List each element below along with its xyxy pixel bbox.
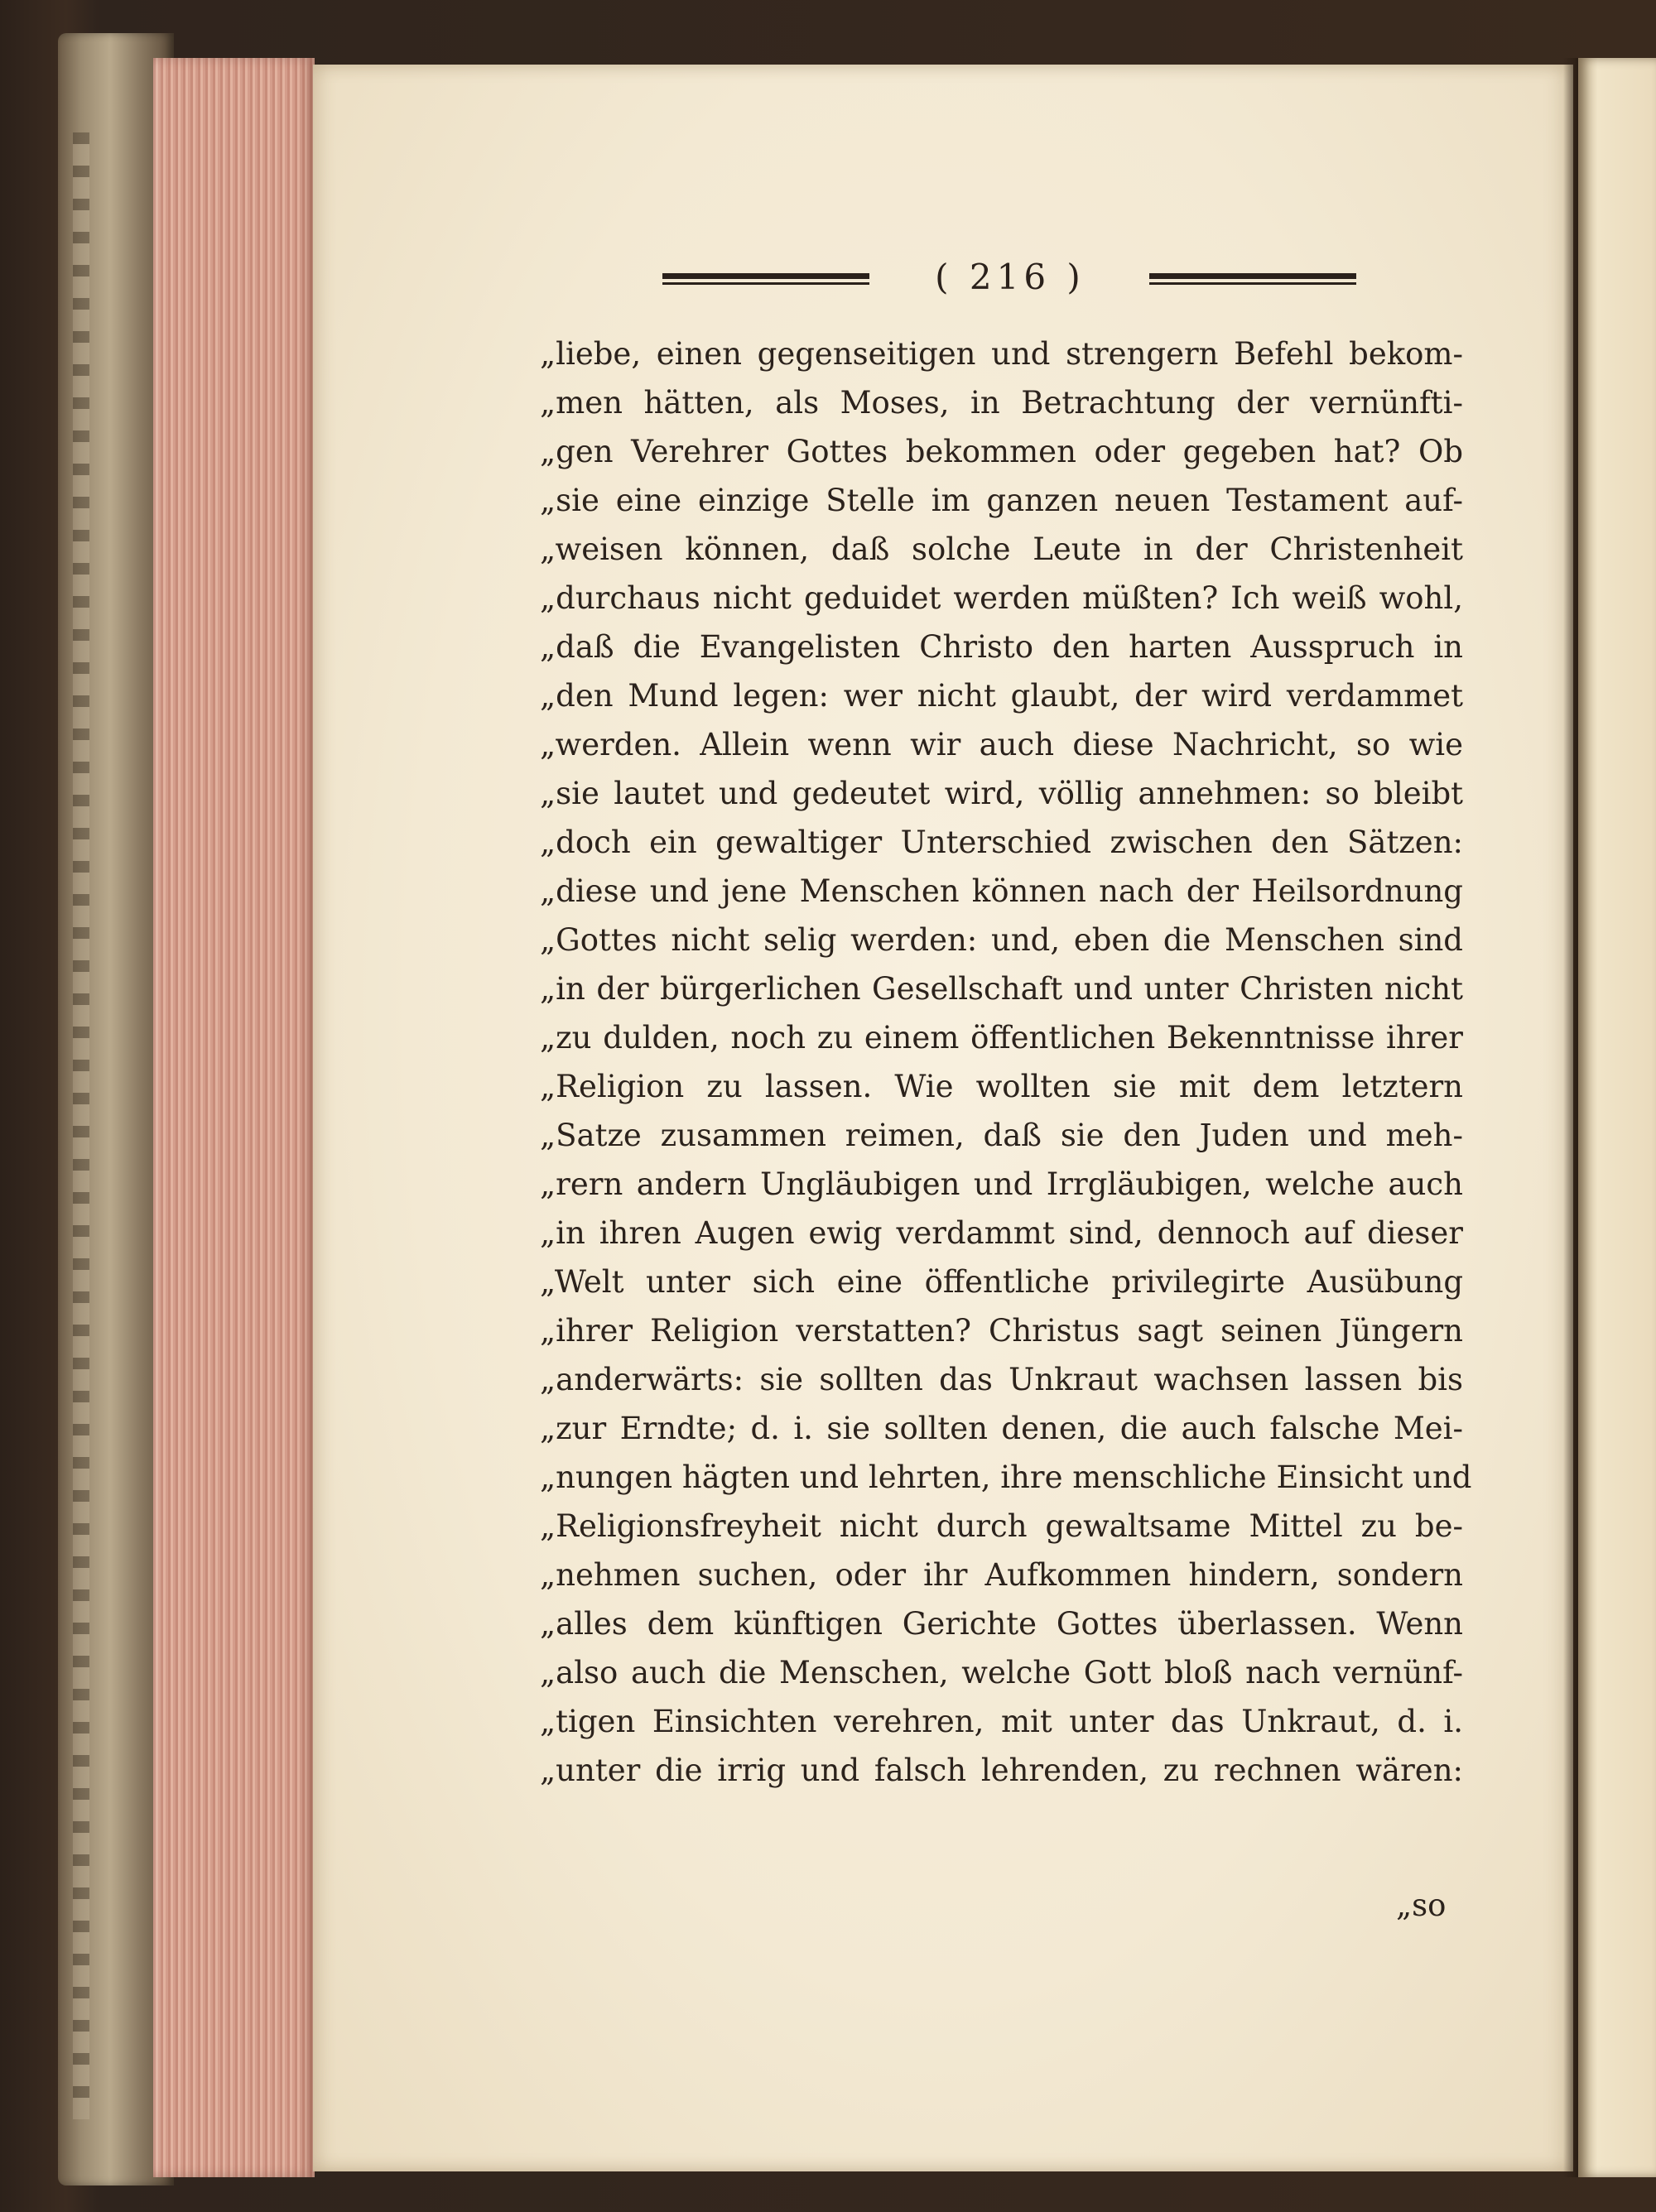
text-line: „Religion zu lassen. Wie wollten sie mit dem letztern — [540, 1069, 1463, 1104]
text-line: „unter die irrig und falsch lehrenden, zu rechnen wären: — [540, 1753, 1463, 1788]
text-line: „in der bürgerlichen Gesellschaft und unter Christen nicht — [540, 971, 1463, 1007]
text-line: „gen Verehrer Gottes bekommen oder gegeben hat? Ob — [540, 434, 1463, 469]
text-line: „anderwärts: sie sollten das Unkraut wachsen lassen bis — [540, 1362, 1463, 1397]
text-line: „Religionsfreyheit nicht durch gewaltsame Mittel zu be- — [540, 1508, 1463, 1544]
header-rule-left — [662, 273, 869, 286]
header-rule-right — [1149, 273, 1356, 286]
text-line: „also auch die Menschen, welche Gott bloß nach vernünf- — [540, 1655, 1463, 1690]
text-line: „den Mund legen: wer nicht glaubt, der wird verdammet — [540, 678, 1463, 714]
text-line: „tigen Einsichten verehren, mit unter das Unkraut, d. i. — [540, 1704, 1463, 1739]
text-line: „liebe, einen gegenseitigen und strengern Befehl bekom- — [540, 336, 1463, 372]
text-line: „sie eine einzige Stelle im ganzen neuen Testament auf- — [540, 483, 1463, 518]
facing-page-edge — [1578, 58, 1656, 2177]
text-line: „in ihren Augen ewig verdammt sind, dennoch auf dieser — [540, 1215, 1463, 1251]
text-line: „zu dulden, noch zu einem öffentlichen Bekenntnisse ihrer — [540, 1020, 1463, 1056]
text-line: „daß die Evangelisten Christo den harten Ausspruch in — [540, 629, 1463, 665]
text-line: „Gottes nicht selig werden: und, eben die Menschen sind — [540, 922, 1463, 958]
text-line: „alles dem künftigen Gerichte Gottes überlassen. Wenn — [540, 1606, 1463, 1642]
text-line: „men hätten, als Moses, in Betrachtung der vernünfti- — [540, 385, 1463, 421]
text-line: „diese und jene Menschen können nach der Heilsordnung — [540, 873, 1463, 909]
cover-wear — [73, 132, 89, 2119]
page-number: ( 216 ) — [935, 257, 1086, 297]
text-line: „werden. Allein wenn wir auch diese Nachricht, so wie — [540, 727, 1463, 762]
text-line: „weisen können, daß solche Leute in der Christenheit — [540, 531, 1463, 567]
text-line: „durchaus nicht geduidet werden müßten? Ich weiß wohl, — [540, 580, 1463, 616]
page-text — [540, 329, 1472, 1795]
text-line: „doch ein gewaltiger Unterschied zwischen den Sätzen: — [540, 825, 1463, 860]
page-header — [662, 257, 1358, 306]
text-line: „zur Erndte; d. i. sie sollten denen, die auch falsche Mei- — [540, 1411, 1463, 1446]
text-line: „sie lautet und gedeutet wird, völlig annehmen: so bleibt — [540, 776, 1463, 811]
text-line: „rern andern Ungläubigen und Irrgläubigen, welche auch — [540, 1166, 1463, 1202]
text-line: „ihrer Religion verstatten? Christus sagt seinen Jüngern — [540, 1313, 1463, 1349]
text-line: „Satze zusammen reimen, daß sie den Juden und meh- — [540, 1118, 1463, 1153]
catchword: „so — [1396, 1887, 1447, 1923]
text-line: „nehmen suchen, oder ihr Aufkommen hindern, sondern — [540, 1557, 1463, 1593]
page-stack-edge — [153, 58, 315, 2177]
text-line: „Welt unter sich eine öffentliche privilegirte Ausübung — [540, 1264, 1463, 1300]
text-line: „nungen hägten und lehrten, ihre menschliche Einsicht und — [540, 1459, 1472, 1495]
